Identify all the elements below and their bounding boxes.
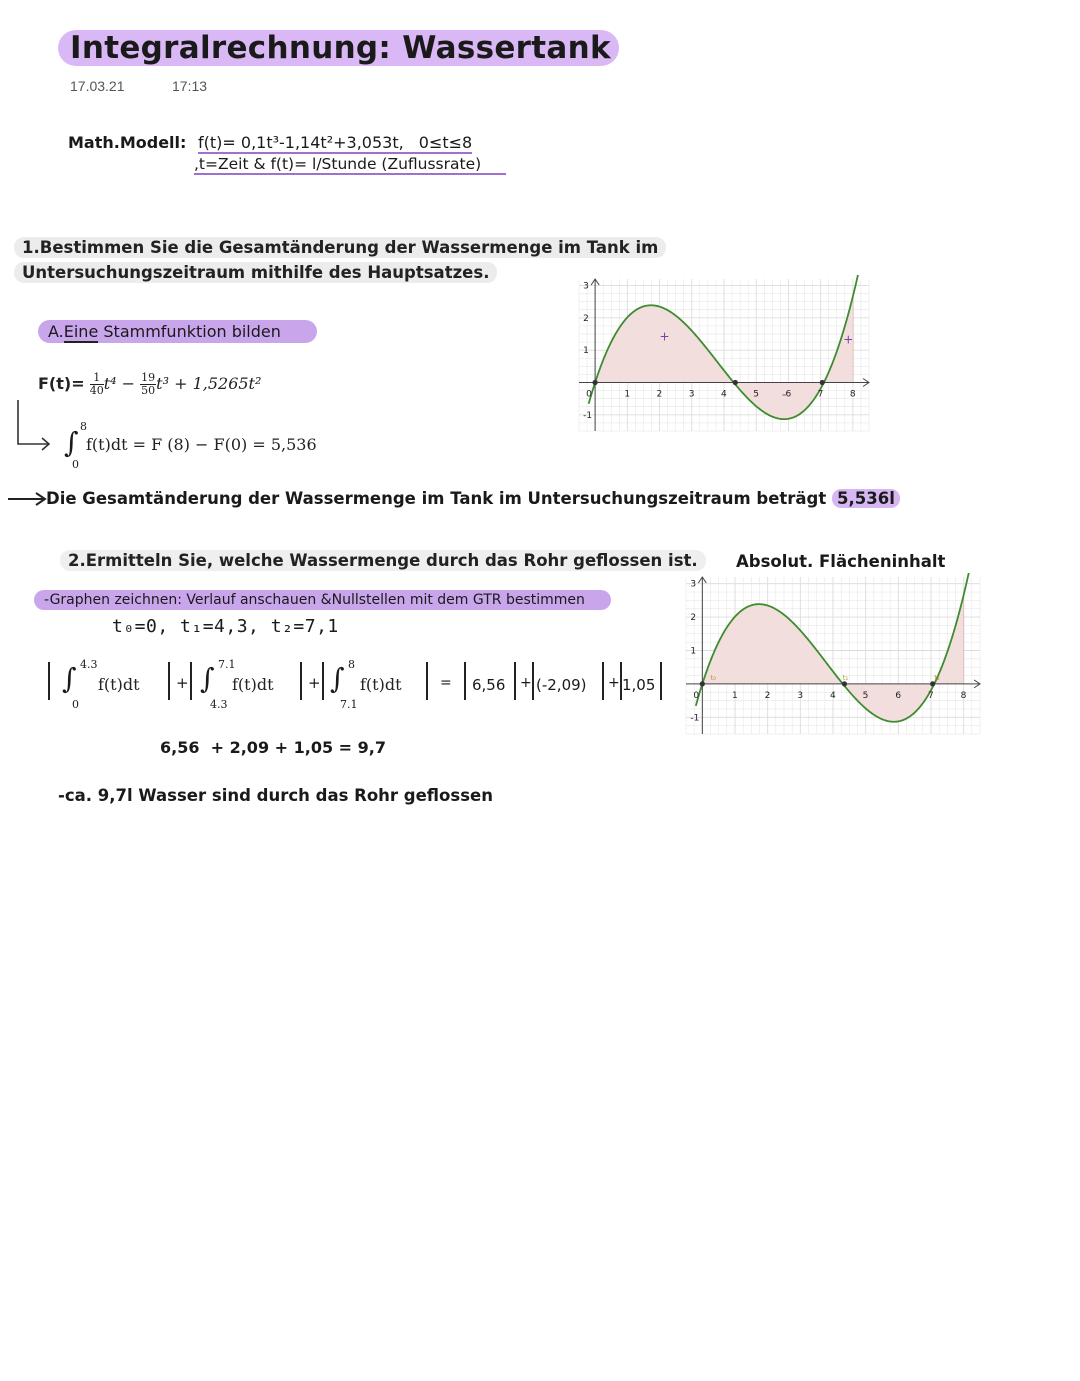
task1-conclusion (46, 489, 900, 508)
model-legend: ,t=Zeit & f(t)= l/Stunde (Zuflussrate) (194, 155, 506, 175)
absolute-integral-sum (42, 660, 672, 712)
int1-lower: 0 (72, 698, 79, 711)
int3-integrand: f(t)dt (360, 675, 402, 694)
model-domain: 0≤t≤8 (418, 133, 473, 152)
int2-sign: ∫ (200, 662, 215, 695)
graph1-x-tick-label: 5 (753, 389, 759, 400)
plus-3: + (520, 675, 532, 691)
integral-rhs: f(t)dt = F (8) − F(0) = 5,536 (86, 435, 317, 454)
graph1-region-sign: + (659, 329, 670, 344)
graph1-x-tick-label: 4 (721, 389, 727, 400)
conclusion-text: Die Gesamtänderung der Wassermenge im Tank im Untersuchungszeitraum beträgt (46, 489, 827, 508)
result-text: Wasser sind durch das Rohr geflossen (138, 786, 493, 805)
antiderivative-term2: t³ + 1,5265t² (156, 374, 262, 393)
conclusion-value: 5,536l (832, 489, 900, 508)
graph1-x-tick-label: 0 (586, 389, 592, 400)
graph1-x-tick-label: 6 (785, 389, 792, 400)
integral-upper: 8 (80, 420, 87, 433)
hook-arrow-icon (14, 398, 54, 456)
graph2-zero-label: t₀ (710, 673, 717, 682)
graph2-y-tick-label: 2 (690, 613, 697, 624)
step-a-rest: Stammfunktion bilden (98, 322, 281, 341)
fraction-1-den: 40 (89, 384, 104, 397)
graph2-x-tick-label: 4 (830, 690, 836, 701)
fraction-2-den: 50 (141, 384, 156, 397)
step-a-prefix: A. (48, 322, 64, 341)
graph1-y-tick-label: -1 (583, 410, 593, 421)
int1-sign: ∫ (62, 662, 77, 695)
antiderivative-lhs: F(t)= (38, 374, 85, 393)
step-a-word: Eine (63, 322, 99, 341)
graph2-x-tick-label: 3 (797, 690, 804, 701)
integral-sign: ∫ (64, 426, 79, 459)
int2-lower: 4.3 (210, 698, 228, 711)
graph1-x-tick-label: 8 (849, 389, 856, 400)
integral-lower: 0 (72, 458, 79, 471)
zeros-list: t₀=0, t₁=4,3, t₂=7,1 (112, 616, 339, 637)
value-1: 6,56 (472, 676, 506, 694)
graph2-zero-point (842, 681, 847, 686)
int2-integrand: f(t)dt (232, 675, 274, 694)
graph1-region-sign: + (843, 332, 854, 347)
plus-1: + (176, 674, 189, 692)
graph2-y-tick-label: 3 (690, 579, 697, 590)
int3-lower: 7.1 (340, 698, 358, 711)
graph2-y-tick-label: -1 (690, 713, 700, 724)
arrow-right-icon (6, 490, 48, 508)
plus-4: + (608, 675, 620, 691)
value-2: (-2,09) (536, 676, 587, 694)
int2-upper: 7.1 (218, 658, 236, 671)
equals-sign: = (440, 675, 452, 691)
antiderivative-term1: t⁴ − (103, 374, 136, 393)
graph2-zero-point (700, 681, 705, 686)
value-3: 1,05 (622, 676, 656, 694)
task2-result (58, 786, 493, 805)
antiderivative (38, 372, 261, 397)
graph2-zero-label: t₁ (842, 673, 849, 682)
graph2-x-tick-label: 0 (693, 690, 700, 701)
result-prefix: -ca. (58, 786, 93, 805)
graph-task2 (682, 573, 984, 738)
graph1-zero-point (593, 380, 598, 385)
graph2-x-tick-label: 6 (895, 690, 902, 701)
result-value: 9,7l (97, 786, 133, 805)
model-function (198, 133, 472, 154)
graph1-y-tick-label: 1 (583, 346, 589, 357)
graph2-y-tick-label: 1 (690, 646, 697, 657)
graph2-zero-point (930, 681, 935, 686)
graph2-x-tick-label: 7 (928, 690, 934, 701)
graph1-x-tick-label: 3 (688, 389, 695, 400)
int3-upper: 8 (348, 658, 355, 671)
fraction-1-num: 1 (90, 372, 104, 385)
graph1-x-tick-label: 2 (656, 389, 663, 400)
int3-sign: ∫ (330, 662, 345, 695)
sum-line: 6,56 + 2,09 + 1,05 = 9,7 (160, 738, 386, 757)
graph2-x-tick-label: 5 (862, 690, 869, 701)
graph1-x-tick-label: 1 (624, 389, 631, 400)
int1-integrand: f(t)dt (98, 675, 140, 694)
task1-question-line2: Untersuchungszeitraum mithilfe des Hauptsatzes. (14, 262, 497, 283)
task2-question: 2.Ermitteln Sie, welche Wassermenge durch das Rohr geflossen ist. (60, 550, 706, 571)
note-time: 17:13 (172, 78, 208, 94)
graph1-y-tick-label: 3 (583, 281, 589, 292)
graph1-zero-point (733, 380, 738, 385)
graph1-region-sign: - (782, 387, 787, 402)
task1-question-line1: 1.Bestimmen Sie die Gesamtänderung der Wassermenge im Tank im (14, 237, 666, 258)
model-function-text: f(t)= 0,1t³-1,14t²+3,053t, (198, 133, 404, 152)
model-label: Math.Modell: (68, 133, 187, 152)
plus-2: + (308, 674, 321, 692)
graph1-zero-point (820, 380, 825, 385)
fraction-2-num: 19 (141, 371, 156, 384)
graph1-x-tick-label: 7 (817, 389, 824, 400)
fraction-2 (140, 372, 156, 397)
int1-upper: 4.3 (80, 658, 98, 671)
graph-task1 (575, 275, 873, 435)
note-date: 17.03.21 (70, 78, 125, 94)
step-a-label (38, 320, 317, 343)
definite-integral (62, 420, 362, 470)
graph2-x-tick-label: 2 (764, 690, 771, 701)
task2-hint: -Graphen zeichnen: Verlauf anschauen &Nullstellen mit dem GTR bestimmen (34, 590, 611, 610)
graph2-zero-label: t₂ (934, 673, 940, 682)
graph2-x-tick-label: 1 (732, 690, 738, 701)
fraction-1 (90, 372, 104, 397)
page-title: Integralrechnung: Wassertank (58, 30, 619, 66)
graph2-x-tick-label: 8 (960, 690, 967, 701)
graph1-y-tick-label: 2 (583, 313, 589, 324)
graph2-title: Absolut. Flächeninhalt (736, 552, 946, 571)
